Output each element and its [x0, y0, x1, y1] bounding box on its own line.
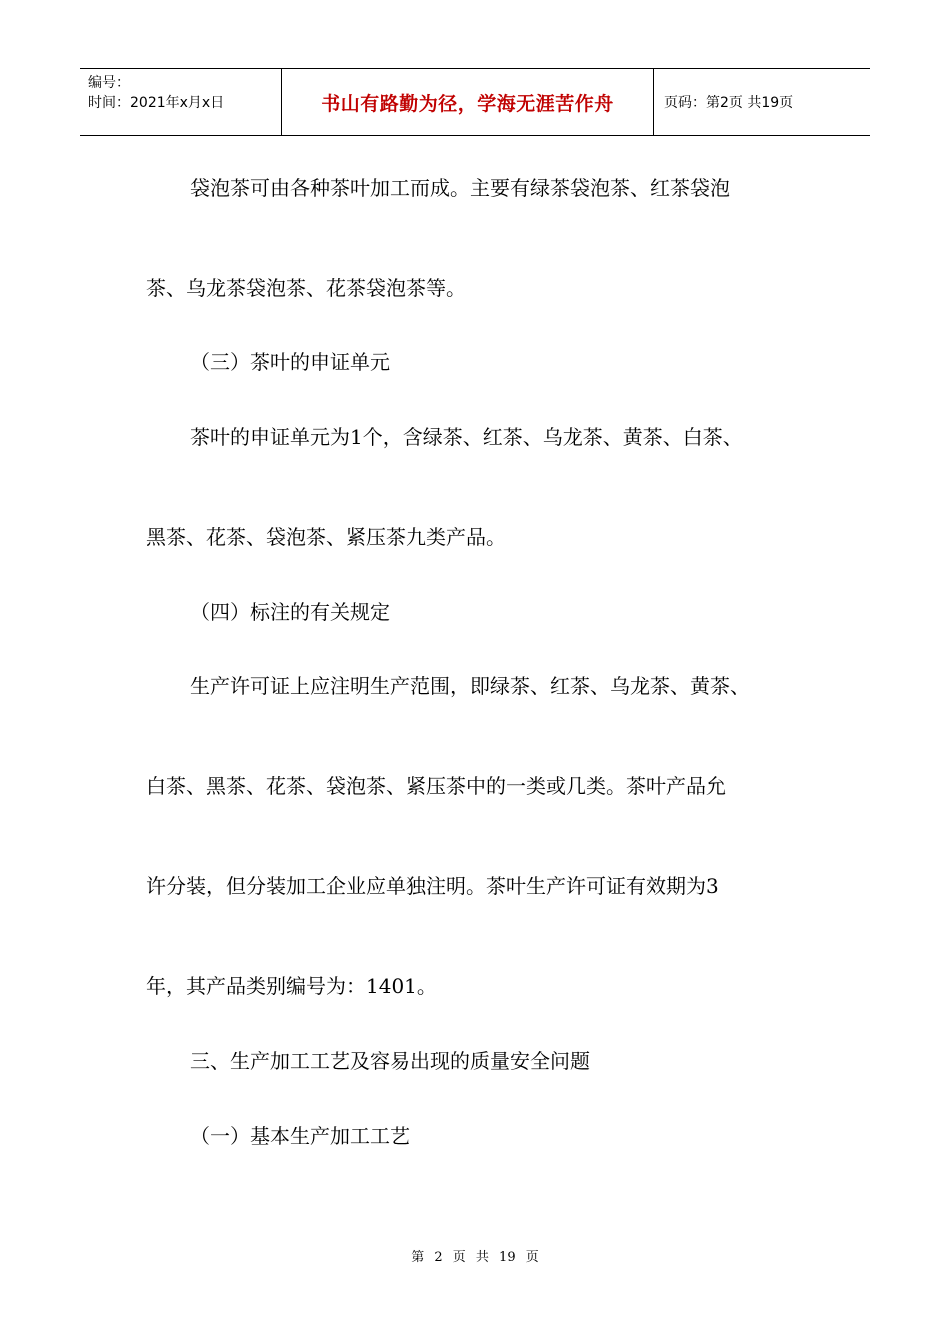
header-page-cell: [654, 69, 870, 135]
section-heading: （三）茶叶的申证单元: [190, 350, 390, 374]
body-line: 白茶、黑茶、花茶、袋泡茶、紧压茶中的一类或几类。茶叶产品允: [146, 774, 726, 798]
body-line: 茶叶的申证单元为1个，含绿茶、红茶、乌龙茶、黄茶、白茶、: [190, 425, 743, 449]
header-meta-cell: [80, 69, 282, 135]
header-page-info: 页码：第2页 共19页: [664, 95, 794, 111]
chapter-heading: 三、生产加工工艺及容易出现的质量安全问题: [190, 1049, 590, 1073]
document-date: 时间：2021年x月x日: [88, 95, 225, 111]
header-motto: 书山有路勤为径，学海无涯苦作舟: [321, 92, 614, 115]
body-line: 茶、乌龙茶袋泡茶、花茶袋泡茶等。: [146, 276, 466, 300]
section-heading: （四）标注的有关规定: [190, 600, 390, 624]
section-heading: （一）基本生产加工工艺: [190, 1124, 410, 1148]
document-number: 编号：: [88, 75, 130, 91]
body-line: 生产许可证上应注明生产范围，即绿茶、红茶、乌龙茶、黄茶、: [190, 674, 750, 698]
body-line: 黑茶、花茶、袋泡茶、紧压茶九类产品。: [146, 525, 506, 549]
header-motto-cell: [282, 69, 654, 135]
body-line: 年，其产品类别编号为：1401。: [146, 974, 437, 998]
body-line: 袋泡茶可由各种茶叶加工而成。主要有绿茶袋泡茶、红茶袋泡: [190, 176, 730, 200]
body-line: 许分装，但分装加工企业应单独注明。茶叶生产许可证有效期为3: [146, 874, 719, 898]
header-table: [80, 68, 870, 136]
page-footer: 第 2 页 共 19 页: [411, 1250, 539, 1265]
